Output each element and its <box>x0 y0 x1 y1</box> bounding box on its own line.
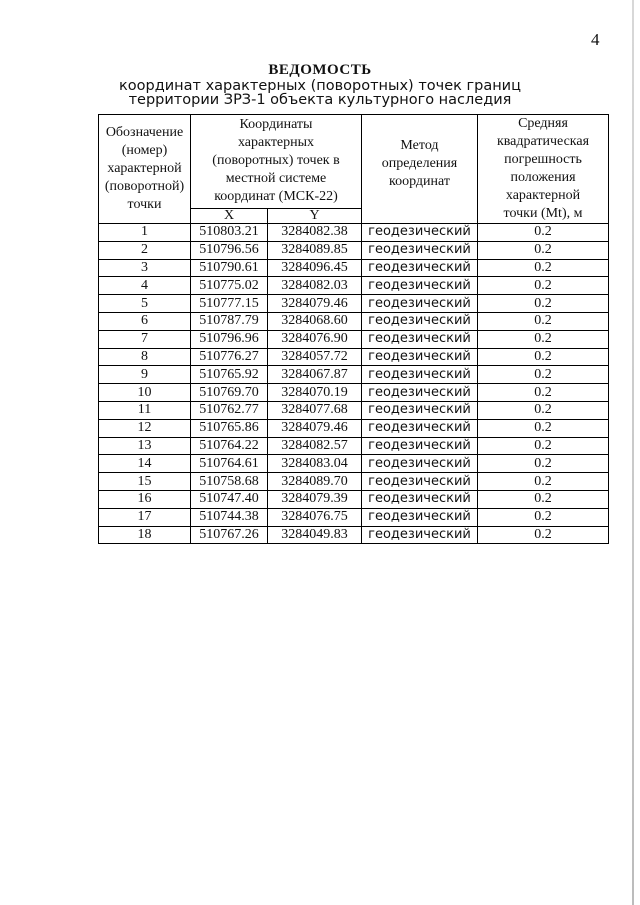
cell-x: 510764.61 <box>191 455 268 473</box>
cell-x: 510764.22 <box>191 437 268 455</box>
cell-mt: 0.2 <box>478 473 609 491</box>
cell-point-number: 3 <box>99 259 191 277</box>
cell-method: геодезический <box>362 277 478 295</box>
header-error-line: положения <box>510 170 576 185</box>
table-row <box>99 366 609 384</box>
header-coordinates <box>191 115 362 209</box>
header-error-line: Средняя <box>518 116 568 131</box>
header-coords-line: местной системе <box>225 171 327 187</box>
cell-point-number: 7 <box>99 330 191 348</box>
table-row <box>99 401 609 419</box>
table-row <box>99 348 609 366</box>
cell-y: 3284077.68 <box>268 401 362 419</box>
cell-point-number: 12 <box>99 419 191 437</box>
document-subtitle-line1: координат характерных (поворотных) точек границ <box>119 78 521 94</box>
cell-x: 510758.68 <box>191 473 268 491</box>
cell-mt: 0.2 <box>478 241 609 259</box>
table-body <box>99 224 609 544</box>
cell-x: 510747.40 <box>191 490 268 508</box>
cell-point-number: 17 <box>99 508 191 526</box>
table-row <box>99 295 609 313</box>
cell-point-number: 10 <box>99 384 191 402</box>
header-error-line: характерной <box>505 188 581 203</box>
cell-y: 3284079.46 <box>268 295 362 313</box>
table-row <box>99 490 609 508</box>
table-row <box>99 259 609 277</box>
cell-point-number: 9 <box>99 366 191 384</box>
cell-y: 3284070.19 <box>268 384 362 402</box>
cell-x: 510767.26 <box>191 526 268 544</box>
cell-mt: 0.2 <box>478 277 609 295</box>
cell-x: 510775.02 <box>191 277 268 295</box>
table-row <box>99 437 609 455</box>
cell-y: 3284079.46 <box>268 419 362 437</box>
cell-y: 3284076.75 <box>268 508 362 526</box>
header-coords-line: (поворотных) точек в <box>212 153 340 169</box>
cell-method: геодезический <box>362 473 478 491</box>
table-row <box>99 455 609 473</box>
header-error-line: квадратическая <box>496 134 590 149</box>
cell-method: геодезический <box>362 401 478 419</box>
cell-point-number: 1 <box>99 224 191 242</box>
cell-point-number: 2 <box>99 241 191 259</box>
header-coords-line: характерных <box>237 135 315 151</box>
cell-mt: 0.2 <box>478 508 609 526</box>
cell-y: 3284068.60 <box>268 312 362 330</box>
cell-mt: 0.2 <box>478 490 609 508</box>
header-method-line: Метод <box>400 138 439 153</box>
header-method-line: координат <box>389 174 450 189</box>
table-row <box>99 312 609 330</box>
cell-method: геодезический <box>362 366 478 384</box>
cell-point-number: 13 <box>99 437 191 455</box>
coordinates-table <box>98 114 609 544</box>
cell-method: геодезический <box>362 437 478 455</box>
cell-x: 510744.38 <box>191 508 268 526</box>
cell-mt: 0.2 <box>478 348 609 366</box>
cell-mt: 0.2 <box>478 401 609 419</box>
table-row <box>99 473 609 491</box>
cell-method: геодезический <box>362 384 478 402</box>
cell-y: 3284082.38 <box>268 224 362 242</box>
cell-point-number: 5 <box>99 295 191 313</box>
scan-edge <box>632 0 634 905</box>
header-coords-line: координат (МСК-22) <box>214 189 338 205</box>
cell-point-number: 18 <box>99 526 191 544</box>
cell-mt: 0.2 <box>478 384 609 402</box>
cell-point-number: 6 <box>99 312 191 330</box>
cell-mt: 0.2 <box>478 259 609 277</box>
header-point-line: точки <box>127 197 162 212</box>
cell-point-number: 11 <box>99 401 191 419</box>
cell-method: геодезический <box>362 259 478 277</box>
cell-point-number: 16 <box>99 490 191 508</box>
header-method-line: определения <box>381 156 458 171</box>
cell-y: 3284089.70 <box>268 473 362 491</box>
cell-x: 510796.56 <box>191 241 268 259</box>
header-x: X <box>191 208 268 223</box>
header-point-designation <box>99 115 191 224</box>
header-method <box>362 115 478 224</box>
table-row <box>99 526 609 544</box>
cell-y: 3284089.85 <box>268 241 362 259</box>
cell-y: 3284082.03 <box>268 277 362 295</box>
cell-mt: 0.2 <box>478 295 609 313</box>
cell-x: 510765.86 <box>191 419 268 437</box>
header-coords-line: Координаты <box>239 117 313 133</box>
cell-y: 3284083.04 <box>268 455 362 473</box>
cell-method: геодезический <box>362 330 478 348</box>
cell-y: 3284079.39 <box>268 490 362 508</box>
cell-x: 510769.70 <box>191 384 268 402</box>
cell-x: 510765.92 <box>191 366 268 384</box>
cell-mt: 0.2 <box>478 455 609 473</box>
table-row <box>99 277 609 295</box>
header-y: Y <box>268 208 362 223</box>
cell-point-number: 8 <box>99 348 191 366</box>
cell-x: 510762.77 <box>191 401 268 419</box>
header-point-line: характерной <box>107 161 182 176</box>
cell-y: 3284096.45 <box>268 259 362 277</box>
cell-point-number: 15 <box>99 473 191 491</box>
cell-x: 510787.79 <box>191 312 268 330</box>
cell-method: геодезический <box>362 312 478 330</box>
cell-method: геодезический <box>362 490 478 508</box>
table-row <box>99 419 609 437</box>
header-point-line: Обозначение <box>105 125 184 140</box>
cell-y: 3284057.72 <box>268 348 362 366</box>
header-mean-square-error <box>478 115 609 224</box>
cell-x: 510776.27 <box>191 348 268 366</box>
cell-x: 510803.21 <box>191 224 268 242</box>
table-row <box>99 241 609 259</box>
cell-mt: 0.2 <box>478 437 609 455</box>
cell-method: геодезический <box>362 455 478 473</box>
header-point-line: (поворотной) <box>104 179 185 194</box>
cell-method: геодезический <box>362 224 478 242</box>
cell-x: 510796.96 <box>191 330 268 348</box>
cell-method: геодезический <box>362 526 478 544</box>
cell-method: геодезический <box>362 295 478 313</box>
cell-y: 3284049.83 <box>268 526 362 544</box>
header-point-line: (номер) <box>121 143 168 158</box>
cell-method: геодезический <box>362 508 478 526</box>
table-row <box>99 384 609 402</box>
table-row <box>99 508 609 526</box>
header-error-line: точки (Mt), м <box>503 206 583 221</box>
cell-mt: 0.2 <box>478 526 609 544</box>
cell-x: 510777.15 <box>191 295 268 313</box>
cell-point-number: 4 <box>99 277 191 295</box>
cell-method: геодезический <box>362 241 478 259</box>
cell-mt: 0.2 <box>478 224 609 242</box>
cell-mt: 0.2 <box>478 419 609 437</box>
cell-mt: 0.2 <box>478 330 609 348</box>
cell-point-number: 14 <box>99 455 191 473</box>
cell-method: геодезический <box>362 419 478 437</box>
cell-y: 3284076.90 <box>268 330 362 348</box>
table-row <box>99 224 609 242</box>
cell-mt: 0.2 <box>478 312 609 330</box>
cell-y: 3284067.87 <box>268 366 362 384</box>
header-error-line: погрешность <box>504 152 582 167</box>
cell-mt: 0.2 <box>478 366 609 384</box>
document-subtitle-line2: территории ЗРЗ-1 объекта культурного наследия <box>128 92 512 108</box>
cell-x: 510790.61 <box>191 259 268 277</box>
table-row <box>99 330 609 348</box>
document-title: ВЕДОМОСТЬ <box>268 62 372 78</box>
cell-method: геодезический <box>362 348 478 366</box>
cell-y: 3284082.57 <box>268 437 362 455</box>
page-number: 4 <box>591 30 600 49</box>
